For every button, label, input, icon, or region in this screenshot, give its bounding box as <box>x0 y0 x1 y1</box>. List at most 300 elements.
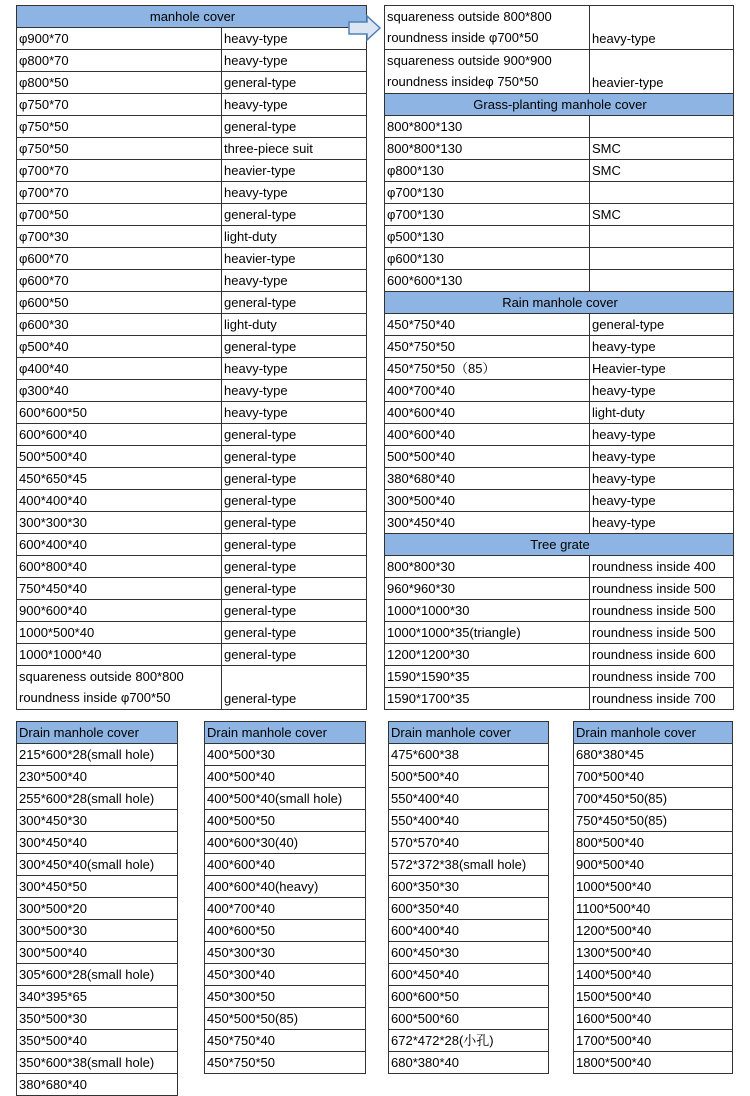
size-cell: 600*450*30 <box>389 942 549 964</box>
size-cell: φ600*30 <box>17 314 222 336</box>
table-row <box>17 744 178 766</box>
table-row <box>17 578 367 600</box>
size-cell: 350*500*30 <box>17 1008 178 1030</box>
table-row <box>17 600 367 622</box>
size-cell: 340*395*65 <box>17 986 178 1008</box>
table-row <box>205 986 366 1008</box>
table-row <box>205 898 366 920</box>
size-cell: φ700*30 <box>17 226 222 248</box>
table-row <box>17 556 367 578</box>
spec-cell: roundness inside 400 <box>590 556 734 578</box>
size-cell: 680*380*40 <box>389 1052 549 1074</box>
type-cell: heavy-type <box>222 182 367 204</box>
type-cell: general-type <box>222 446 367 468</box>
size-cell: 450*750*50（85） <box>385 358 590 380</box>
table-row <box>389 898 549 920</box>
size-cell <box>17 666 222 710</box>
table-row <box>574 854 733 876</box>
tree-title: Tree grate <box>385 534 734 556</box>
table-row <box>574 920 733 942</box>
size-cell: φ700*50 <box>17 204 222 226</box>
size-cell: 1000*500*40 <box>574 876 733 898</box>
type-cell: heavy-type <box>222 380 367 402</box>
drain-manhole-table-4 <box>573 721 733 1074</box>
size-cell: 1000*1000*30 <box>385 600 590 622</box>
table-row <box>17 182 367 204</box>
table-row <box>17 490 367 512</box>
section-header-row <box>205 722 366 744</box>
table-row <box>17 28 367 50</box>
size-cell: 400*700*40 <box>205 898 366 920</box>
size-cell: 300*500*40 <box>17 942 178 964</box>
size-cell: 450*500*50(85) <box>205 1008 366 1030</box>
table-row <box>17 1030 178 1052</box>
drain-manhole-table-3 <box>388 721 549 1074</box>
spec-cell <box>590 116 734 138</box>
spec-cell: heavy-type <box>590 380 734 402</box>
table-row <box>389 854 549 876</box>
spec-cell: Heavier-type <box>590 358 734 380</box>
table-row <box>574 832 733 854</box>
table-row <box>17 1008 178 1030</box>
table-row <box>385 182 734 204</box>
type-cell: general-type <box>222 490 367 512</box>
type-cell: heavy-type <box>222 94 367 116</box>
spec-cell: roundness inside 500 <box>590 600 734 622</box>
size-cell: 600*400*40 <box>17 534 222 556</box>
table-row <box>17 226 367 248</box>
table-row <box>205 920 366 942</box>
size-line-2: roundness insideφ 750*50 <box>387 74 539 89</box>
size-cell: 800*800*30 <box>385 556 590 578</box>
manhole-cover-title: manhole cover <box>17 6 367 28</box>
size-cell: 1590*1700*35 <box>385 688 590 710</box>
table-row <box>17 380 367 402</box>
drain-manhole-table-1 <box>16 721 178 1096</box>
size-cell: 600*400*40 <box>389 920 549 942</box>
size-cell: 450*300*40 <box>205 964 366 986</box>
table-header-row <box>17 6 367 28</box>
type-cell: general-type <box>222 292 367 314</box>
size-cell: 450*300*50 <box>205 986 366 1008</box>
size-cell: 800*800*130 <box>385 116 590 138</box>
type-cell: general-type <box>222 600 367 622</box>
size-cell: φ700*130 <box>385 182 590 204</box>
table-row <box>17 622 367 644</box>
table-row <box>385 644 734 666</box>
table-row <box>205 1030 366 1052</box>
table-row <box>385 512 734 534</box>
size-cell: 1590*1590*35 <box>385 666 590 688</box>
size-cell: 600*600*50 <box>389 986 549 1008</box>
size-cell: 500*500*40 <box>385 446 590 468</box>
size-cell: φ750*50 <box>17 138 222 160</box>
type-cell: heavy-type <box>222 28 367 50</box>
size-cell: 450*300*30 <box>205 942 366 964</box>
table-row <box>385 490 734 512</box>
table-row <box>385 424 734 446</box>
spec-cell: heavy-type <box>590 424 734 446</box>
type-cell: heavy-type <box>222 50 367 72</box>
size-cell: 960*960*30 <box>385 578 590 600</box>
size-cell: 550*400*40 <box>389 810 549 832</box>
size-cell: 600*450*40 <box>389 964 549 986</box>
size-cell: 600*800*40 <box>17 556 222 578</box>
spec-cell: heavy-type <box>590 468 734 490</box>
section-header-row <box>17 722 178 744</box>
table-row <box>17 666 367 710</box>
table-row <box>389 744 549 766</box>
type-cell: general-type <box>222 534 367 556</box>
table-row <box>389 1052 549 1074</box>
size-cell: 1000*500*40 <box>17 622 222 644</box>
table-row <box>17 424 367 446</box>
table-row <box>17 248 367 270</box>
size-cell: 600*500*60 <box>389 1008 549 1030</box>
table-row <box>17 644 367 666</box>
section-header-row <box>385 292 734 314</box>
size-cell: 700*500*40 <box>574 766 733 788</box>
size-cell: 450*750*50 <box>385 336 590 358</box>
size-cell: φ500*130 <box>385 226 590 248</box>
size-cell: 300*450*40 <box>385 512 590 534</box>
size-cell: 500*500*40 <box>389 766 549 788</box>
drain-title: Drain manhole cover <box>205 722 366 744</box>
table-row <box>17 292 367 314</box>
table-row <box>389 986 549 1008</box>
size-cell: 1200*1200*30 <box>385 644 590 666</box>
table-row <box>385 380 734 402</box>
type-cell: general-type <box>222 622 367 644</box>
size-cell: 1000*1000*40 <box>17 644 222 666</box>
type-cell: general-type <box>222 424 367 446</box>
size-cell <box>385 6 590 50</box>
table-row <box>17 964 178 986</box>
size-line-1: squareness outside 900*900 <box>387 53 552 68</box>
size-cell: 400*600*30(40) <box>205 832 366 854</box>
type-cell: general-type <box>222 578 367 600</box>
size-cell: φ900*70 <box>17 28 222 50</box>
table-row <box>17 314 367 336</box>
size-cell: 400*700*40 <box>385 380 590 402</box>
size-cell: φ750*70 <box>17 94 222 116</box>
spec-cell: general-type <box>590 314 734 336</box>
type-cell: heavy-type <box>222 402 367 424</box>
grass-title: Grass-planting manhole cover <box>385 94 734 116</box>
table-row <box>574 766 733 788</box>
size-line-1: squareness outside 800*800 <box>387 9 552 24</box>
type-cell: general-type <box>222 556 367 578</box>
table-row <box>205 788 366 810</box>
table-row <box>574 1030 733 1052</box>
size-cell: 380*680*40 <box>17 1074 178 1096</box>
table-row <box>205 854 366 876</box>
size-cell: φ700*70 <box>17 182 222 204</box>
table-row <box>389 766 549 788</box>
table-row <box>389 788 549 810</box>
size-cell: φ300*40 <box>17 380 222 402</box>
table-row <box>385 138 734 160</box>
table-row <box>17 50 367 72</box>
spec-cell: roundness inside 600 <box>590 644 734 666</box>
type-cell: general-type <box>222 336 367 358</box>
size-cell: 800*800*130 <box>385 138 590 160</box>
table-row <box>385 204 734 226</box>
size-cell: 230*500*40 <box>17 766 178 788</box>
spec-cell: roundness inside 700 <box>590 688 734 710</box>
size-cell: 1100*500*40 <box>574 898 733 920</box>
type-cell: general-type <box>222 116 367 138</box>
table-row <box>205 1008 366 1030</box>
table-row <box>17 986 178 1008</box>
type-cell: light-duty <box>222 314 367 336</box>
table-row <box>385 160 734 182</box>
table-row <box>385 556 734 578</box>
table-row <box>17 1052 178 1074</box>
section-header-row <box>385 94 734 116</box>
table-row <box>385 270 734 292</box>
table-row <box>574 788 733 810</box>
size-cell: φ750*50 <box>17 116 222 138</box>
size-cell: 400*600*40(heavy) <box>205 876 366 898</box>
type-cell: general-type <box>222 468 367 490</box>
table-row <box>574 1008 733 1030</box>
table-row <box>205 810 366 832</box>
rain-title: Rain manhole cover <box>385 292 734 314</box>
table-row <box>17 336 367 358</box>
size-cell <box>385 50 590 94</box>
size-cell: 300*450*40 <box>17 832 178 854</box>
table-row <box>205 766 366 788</box>
table-row <box>389 964 549 986</box>
size-cell: 1000*1000*35(triangle) <box>385 622 590 644</box>
table-row <box>385 6 734 50</box>
size-cell: 600*350*30 <box>389 876 549 898</box>
type-cell: heavy-type <box>222 270 367 292</box>
table-row <box>385 600 734 622</box>
table-row <box>205 942 366 964</box>
table-row <box>17 72 367 94</box>
size-cell: 300*500*30 <box>17 920 178 942</box>
size-cell: 380*680*40 <box>385 468 590 490</box>
table-row <box>385 226 734 248</box>
table-row <box>17 942 178 964</box>
drain-title: Drain manhole cover <box>574 722 733 744</box>
size-cell: 550*400*40 <box>389 788 549 810</box>
size-cell: 300*500*40 <box>385 490 590 512</box>
table-row <box>385 666 734 688</box>
table-row <box>17 766 178 788</box>
size-cell: 305*600*28(small hole) <box>17 964 178 986</box>
section-header-row <box>389 722 549 744</box>
spec-cell: heavy-type <box>590 490 734 512</box>
size-cell: 700*450*50(85) <box>574 788 733 810</box>
table-row <box>574 986 733 1008</box>
size-cell: φ700*70 <box>17 160 222 182</box>
size-cell: 255*600*28(small hole) <box>17 788 178 810</box>
size-cell: 300*500*20 <box>17 898 178 920</box>
table-row <box>574 898 733 920</box>
table-row <box>205 964 366 986</box>
type-cell: general-type <box>222 72 367 94</box>
table-row <box>574 942 733 964</box>
size-cell: 400*500*40(small hole) <box>205 788 366 810</box>
drain-title: Drain manhole cover <box>389 722 549 744</box>
size-cell: 800*500*40 <box>574 832 733 854</box>
right-column-table <box>384 5 734 710</box>
table-row <box>389 920 549 942</box>
size-cell: 1700*500*40 <box>574 1030 733 1052</box>
table-row <box>17 512 367 534</box>
size-cell: 300*450*40(small hole) <box>17 854 178 876</box>
size-cell: φ800*130 <box>385 160 590 182</box>
spec-cell: heavy-type <box>590 446 734 468</box>
size-cell: 450*650*45 <box>17 468 222 490</box>
type-cell: general-type <box>222 512 367 534</box>
table-row <box>385 248 734 270</box>
table-row <box>574 964 733 986</box>
size-cell: 600*600*130 <box>385 270 590 292</box>
size-cell: 450*750*40 <box>385 314 590 336</box>
size-cell: 300*300*30 <box>17 512 222 534</box>
size-cell: 1500*500*40 <box>574 986 733 1008</box>
spec-cell: SMC <box>590 204 734 226</box>
table-row <box>17 94 367 116</box>
table-row <box>17 920 178 942</box>
spec-cell <box>590 226 734 248</box>
table-row <box>17 534 367 556</box>
table-row <box>17 204 367 226</box>
type-cell: heavier-type <box>222 160 367 182</box>
spec-cell <box>590 182 734 204</box>
table-row <box>385 578 734 600</box>
size-cell: 572*372*38(small hole) <box>389 854 549 876</box>
size-cell: 672*472*28(小孔) <box>389 1030 549 1052</box>
type-cell: general-type <box>222 644 367 666</box>
table-row <box>389 1008 549 1030</box>
table-row <box>17 358 367 380</box>
size-cell: 350*600*38(small hole) <box>17 1052 178 1074</box>
table-row <box>385 358 734 380</box>
spec-cell: roundness inside 500 <box>590 622 734 644</box>
size-line-2: roundness inside φ700*50 <box>19 690 171 705</box>
table-row <box>17 810 178 832</box>
size-cell: 400*600*50 <box>205 920 366 942</box>
table-row <box>17 160 367 182</box>
section-header-row <box>574 722 733 744</box>
table-row <box>17 876 178 898</box>
size-cell: 400*400*40 <box>17 490 222 512</box>
right-arrow-icon <box>348 14 382 42</box>
size-cell: φ800*70 <box>17 50 222 72</box>
size-cell: 400*500*30 <box>205 744 366 766</box>
table-row <box>385 688 734 710</box>
size-cell: 400*600*40 <box>385 402 590 424</box>
table-row <box>17 788 178 810</box>
size-cell: φ700*130 <box>385 204 590 226</box>
type-cell: three-piece suit <box>222 138 367 160</box>
size-cell: 450*750*40 <box>205 1030 366 1052</box>
type-cell: heavy-type <box>222 358 367 380</box>
size-cell: 400*600*40 <box>205 854 366 876</box>
size-cell: 215*600*28(small hole) <box>17 744 178 766</box>
type-cell: general-type <box>222 204 367 226</box>
table-row <box>385 468 734 490</box>
spec-cell: heavy-type <box>590 512 734 534</box>
table-row <box>574 810 733 832</box>
spec-cell: light-duty <box>590 402 734 424</box>
size-cell: 1400*500*40 <box>574 964 733 986</box>
size-cell: 500*500*40 <box>17 446 222 468</box>
table-row <box>17 138 367 160</box>
size-cell: 400*500*50 <box>205 810 366 832</box>
table-row <box>17 270 367 292</box>
table-row <box>385 50 734 94</box>
drain-manhole-table-2 <box>204 721 366 1074</box>
table-row <box>385 116 734 138</box>
size-line-2: roundness inside φ700*50 <box>387 30 539 45</box>
table-row <box>17 116 367 138</box>
spec-cell: SMC <box>590 138 734 160</box>
spec-cell <box>590 270 734 292</box>
size-cell: 300*450*30 <box>17 810 178 832</box>
manhole-cover-table <box>16 5 367 710</box>
size-cell: φ600*50 <box>17 292 222 314</box>
spec-cell: heavy-type <box>590 336 734 358</box>
spec-cell: SMC <box>590 160 734 182</box>
table-row <box>574 744 733 766</box>
table-row <box>17 468 367 490</box>
table-row <box>574 876 733 898</box>
table-row <box>205 876 366 898</box>
table-row <box>389 810 549 832</box>
type-cell: heavier-type <box>222 248 367 270</box>
table-row <box>385 622 734 644</box>
drain-title: Drain manhole cover <box>17 722 178 744</box>
table-row <box>389 1030 549 1052</box>
table-row <box>385 336 734 358</box>
size-cell: 600*600*40 <box>17 424 222 446</box>
spec-cell: roundness inside 700 <box>590 666 734 688</box>
table-row <box>385 402 734 424</box>
table-row <box>17 832 178 854</box>
size-cell: 570*570*40 <box>389 832 549 854</box>
size-cell: 600*600*50 <box>17 402 222 424</box>
size-cell: φ400*40 <box>17 358 222 380</box>
type-cell: heavy-type <box>590 6 734 50</box>
table-row <box>389 832 549 854</box>
size-cell: 750*450*50(85) <box>574 810 733 832</box>
size-cell: 680*380*45 <box>574 744 733 766</box>
table-row <box>205 832 366 854</box>
size-cell: 1800*500*40 <box>574 1052 733 1074</box>
size-cell: 900*600*40 <box>17 600 222 622</box>
size-cell: 400*500*40 <box>205 766 366 788</box>
spec-cell <box>590 248 734 270</box>
size-cell: φ600*70 <box>17 270 222 292</box>
size-cell: 900*500*40 <box>574 854 733 876</box>
table-row <box>17 402 367 424</box>
size-cell: 750*450*40 <box>17 578 222 600</box>
type-cell: general-type <box>222 666 367 710</box>
size-cell: φ500*40 <box>17 336 222 358</box>
spec-cell: roundness inside 500 <box>590 578 734 600</box>
size-cell: 300*450*50 <box>17 876 178 898</box>
size-cell: φ600*130 <box>385 248 590 270</box>
size-cell: φ600*70 <box>17 248 222 270</box>
size-cell: 1300*500*40 <box>574 942 733 964</box>
table-row <box>574 1052 733 1074</box>
